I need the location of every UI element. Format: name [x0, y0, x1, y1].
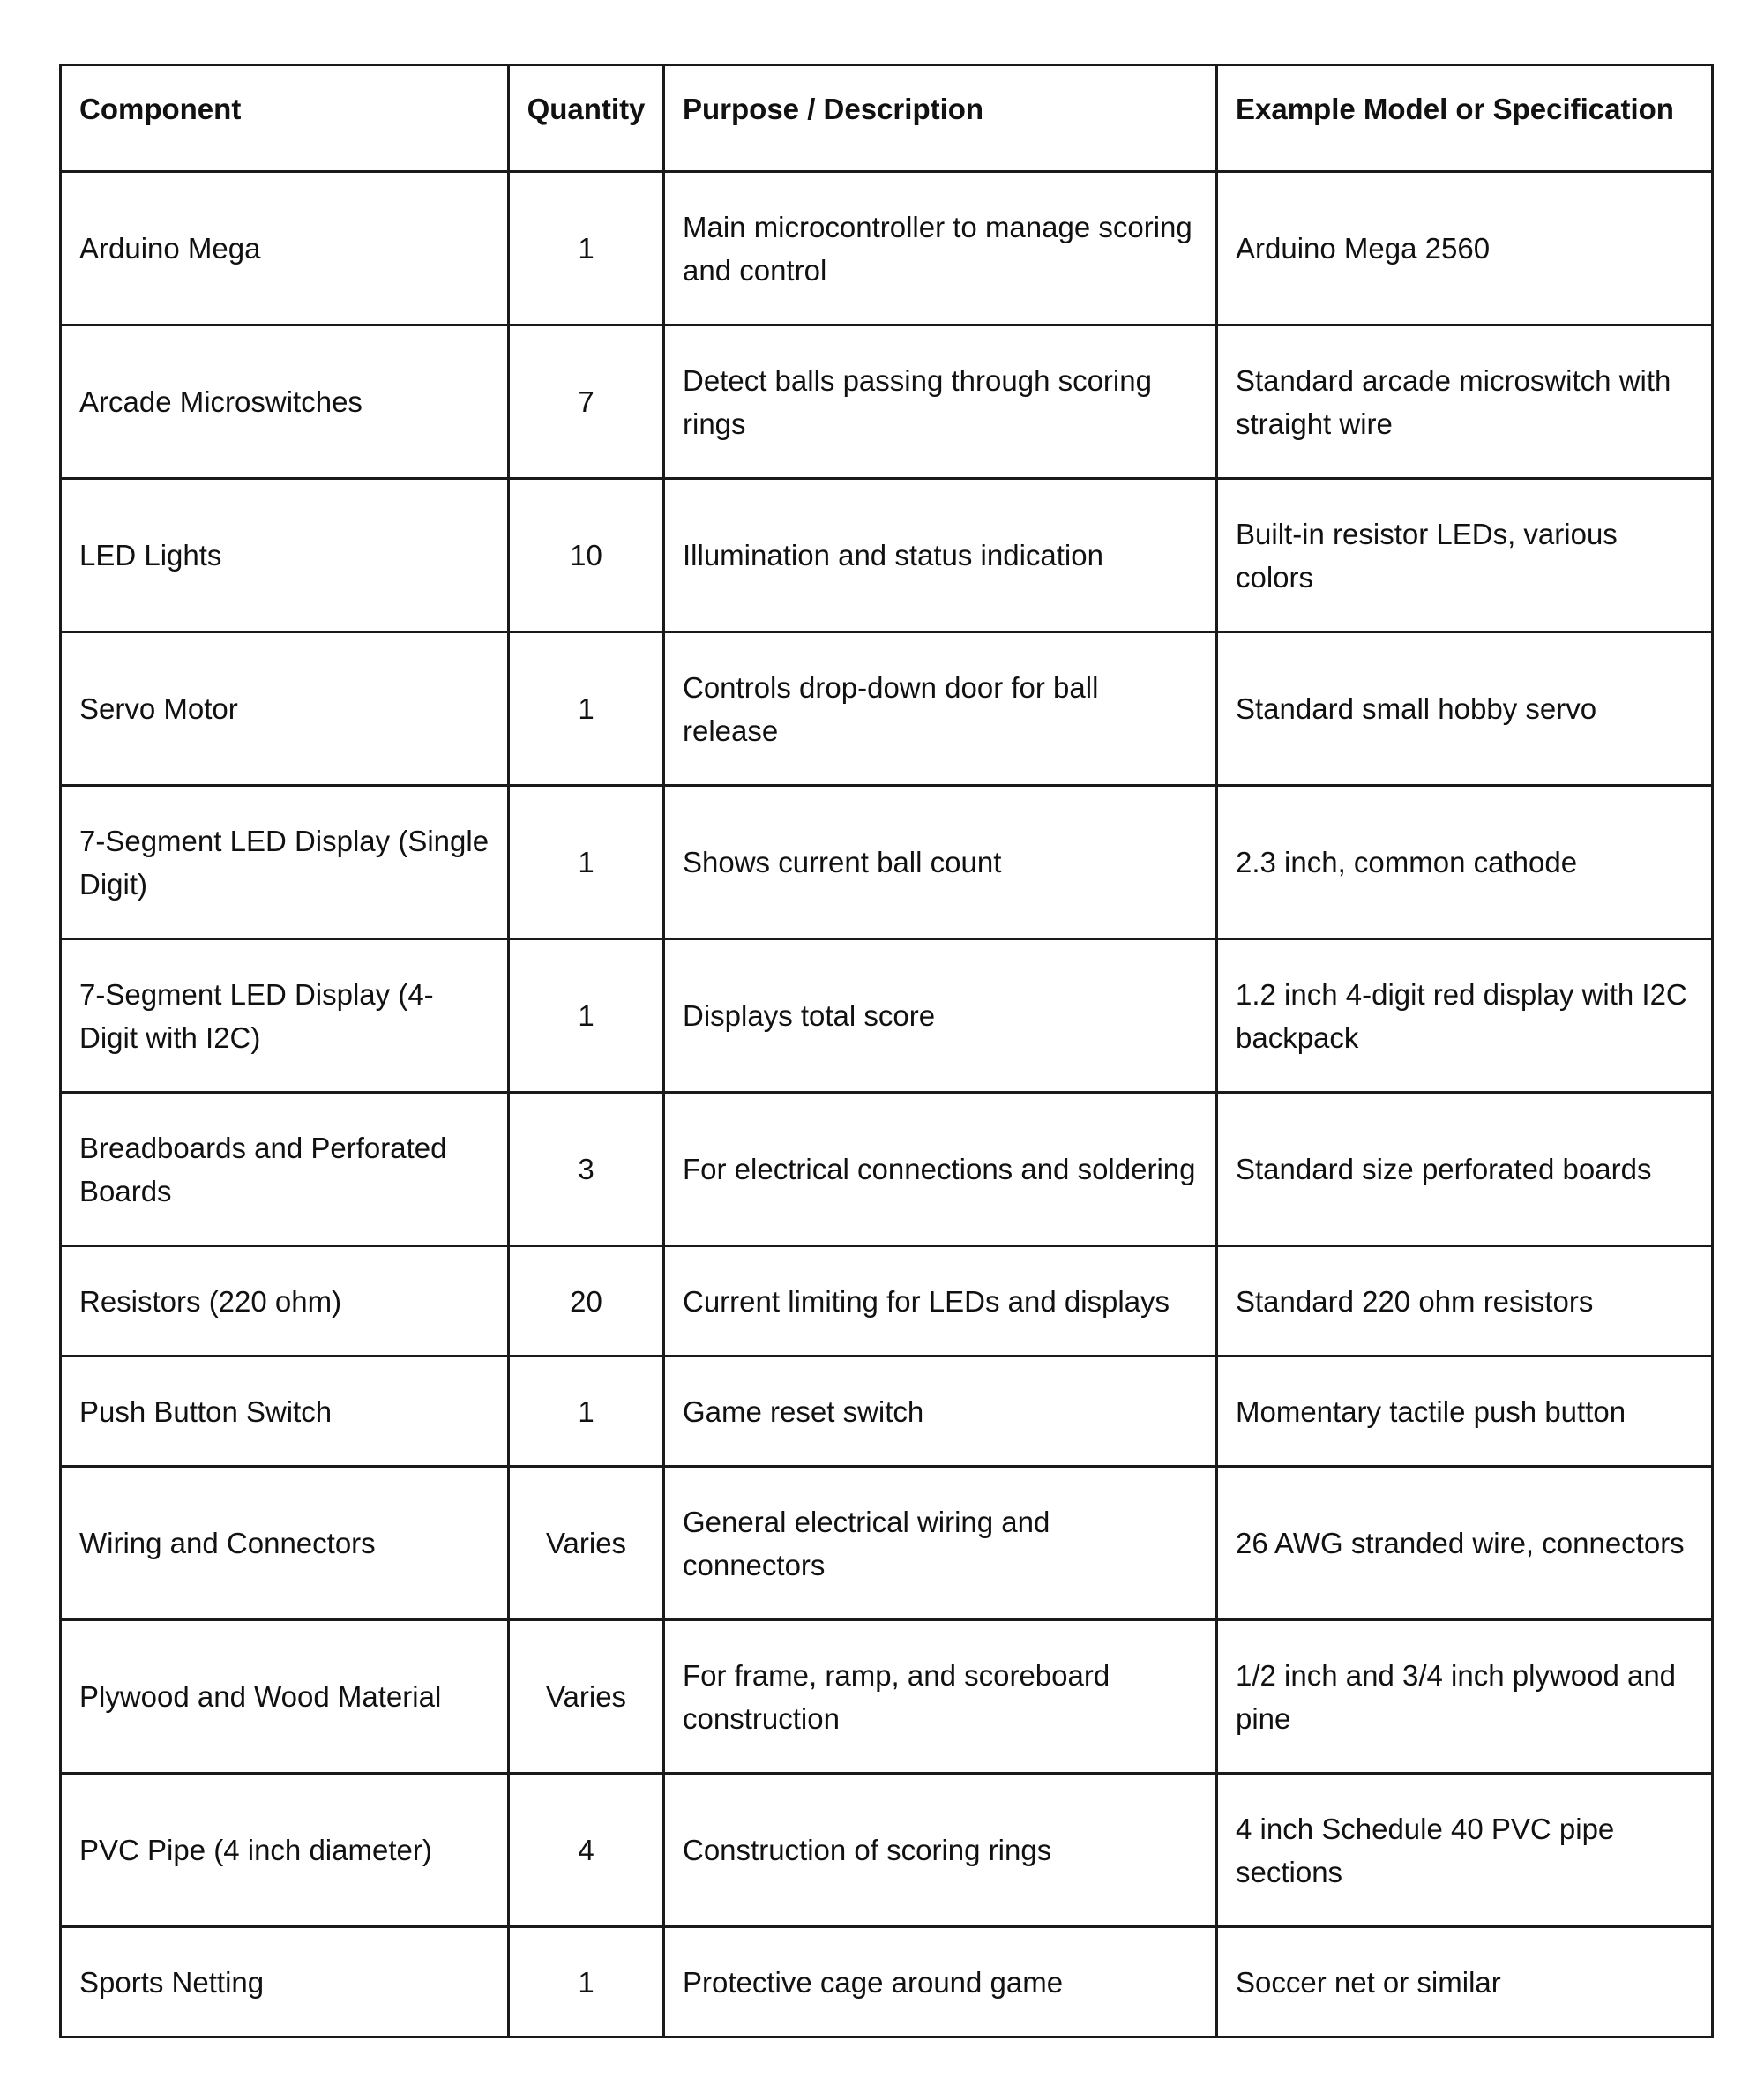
cell-example: 26 AWG stranded wire, connectors: [1217, 1467, 1713, 1620]
cell-purpose: Main microcontroller to manage scoring and control: [664, 172, 1217, 325]
table-row: [61, 939, 1713, 1093]
table-header: [61, 65, 1713, 172]
table-row: [61, 1774, 1713, 1927]
cell-example: 1.2 inch 4-digit red display with I2C backpack: [1217, 939, 1713, 1093]
table-row: [61, 1467, 1713, 1620]
cell-component: Arcade Microswitches: [61, 325, 509, 479]
cell-example: Standard arcade microswitch with straight wire: [1217, 325, 1713, 479]
table-row: [61, 1093, 1713, 1246]
table-row: [61, 479, 1713, 632]
cell-component: Plywood and Wood Material: [61, 1620, 509, 1774]
table-row: [61, 1246, 1713, 1357]
cell-quantity: 1: [509, 939, 664, 1093]
cell-quantity: 1: [509, 786, 664, 939]
cell-purpose: Displays total score: [664, 939, 1217, 1093]
cell-component: Servo Motor: [61, 632, 509, 786]
cell-component: Push Button Switch: [61, 1357, 509, 1467]
cell-purpose: Game reset switch: [664, 1357, 1217, 1467]
cell-quantity: 3: [509, 1093, 664, 1246]
components-table: [59, 64, 1714, 2038]
cell-purpose: Shows current ball count: [664, 786, 1217, 939]
cell-component: Sports Netting: [61, 1927, 509, 2037]
cell-purpose: For electrical connections and soldering: [664, 1093, 1217, 1246]
cell-quantity: 1: [509, 1357, 664, 1467]
cell-component: 7-Segment LED Display (Single Digit): [61, 786, 509, 939]
header-example: Example Model or Specification: [1217, 65, 1713, 172]
table-row: [61, 325, 1713, 479]
cell-purpose: For frame, ramp, and scoreboard construction: [664, 1620, 1217, 1774]
cell-quantity: 1: [509, 632, 664, 786]
cell-example: 1/2 inch and 3/4 inch plywood and pine: [1217, 1620, 1713, 1774]
table-body: [61, 172, 1713, 2037]
cell-quantity: 1: [509, 172, 664, 325]
cell-quantity: Varies: [509, 1467, 664, 1620]
header-quantity: Quantity: [509, 65, 664, 172]
cell-example: Momentary tactile push button: [1217, 1357, 1713, 1467]
cell-quantity: 4: [509, 1774, 664, 1927]
cell-component: Arduino Mega: [61, 172, 509, 325]
cell-component: LED Lights: [61, 479, 509, 632]
table-row: [61, 1620, 1713, 1774]
table-row: [61, 1927, 1713, 2037]
cell-purpose: Controls drop-down door for ball release: [664, 632, 1217, 786]
header-component: Component: [61, 65, 509, 172]
cell-purpose: Protective cage around game: [664, 1927, 1217, 2037]
table-row: [61, 1357, 1713, 1467]
cell-example: Standard 220 ohm resistors: [1217, 1246, 1713, 1357]
cell-example: Soccer net or similar: [1217, 1927, 1713, 2037]
cell-component: Breadboards and Perforated Boards: [61, 1093, 509, 1246]
cell-example: Standard small hobby servo: [1217, 632, 1713, 786]
cell-example: Standard size perforated boards: [1217, 1093, 1713, 1246]
table-row: [61, 786, 1713, 939]
cell-example: Arduino Mega 2560: [1217, 172, 1713, 325]
cell-quantity: 7: [509, 325, 664, 479]
cell-example: Built-in resistor LEDs, various colors: [1217, 479, 1713, 632]
cell-component: Resistors (220 ohm): [61, 1246, 509, 1357]
cell-purpose: Current limiting for LEDs and displays: [664, 1246, 1217, 1357]
cell-example: 4 inch Schedule 40 PVC pipe sections: [1217, 1774, 1713, 1927]
cell-component: 7-Segment LED Display (4-Digit with I2C): [61, 939, 509, 1093]
cell-purpose: General electrical wiring and connectors: [664, 1467, 1217, 1620]
cell-quantity: Varies: [509, 1620, 664, 1774]
cell-quantity: 1: [509, 1927, 664, 2037]
header-purpose: Purpose / Description: [664, 65, 1217, 172]
cell-purpose: Detect balls passing through scoring rings: [664, 325, 1217, 479]
cell-example: 2.3 inch, common cathode: [1217, 786, 1713, 939]
cell-purpose: Illumination and status indication: [664, 479, 1217, 632]
cell-quantity: 20: [509, 1246, 664, 1357]
header-row: [61, 65, 1713, 172]
cell-component: Wiring and Connectors: [61, 1467, 509, 1620]
table-row: [61, 172, 1713, 325]
table-row: [61, 632, 1713, 786]
cell-component: PVC Pipe (4 inch diameter): [61, 1774, 509, 1927]
cell-purpose: Construction of scoring rings: [664, 1774, 1217, 1927]
cell-quantity: 10: [509, 479, 664, 632]
